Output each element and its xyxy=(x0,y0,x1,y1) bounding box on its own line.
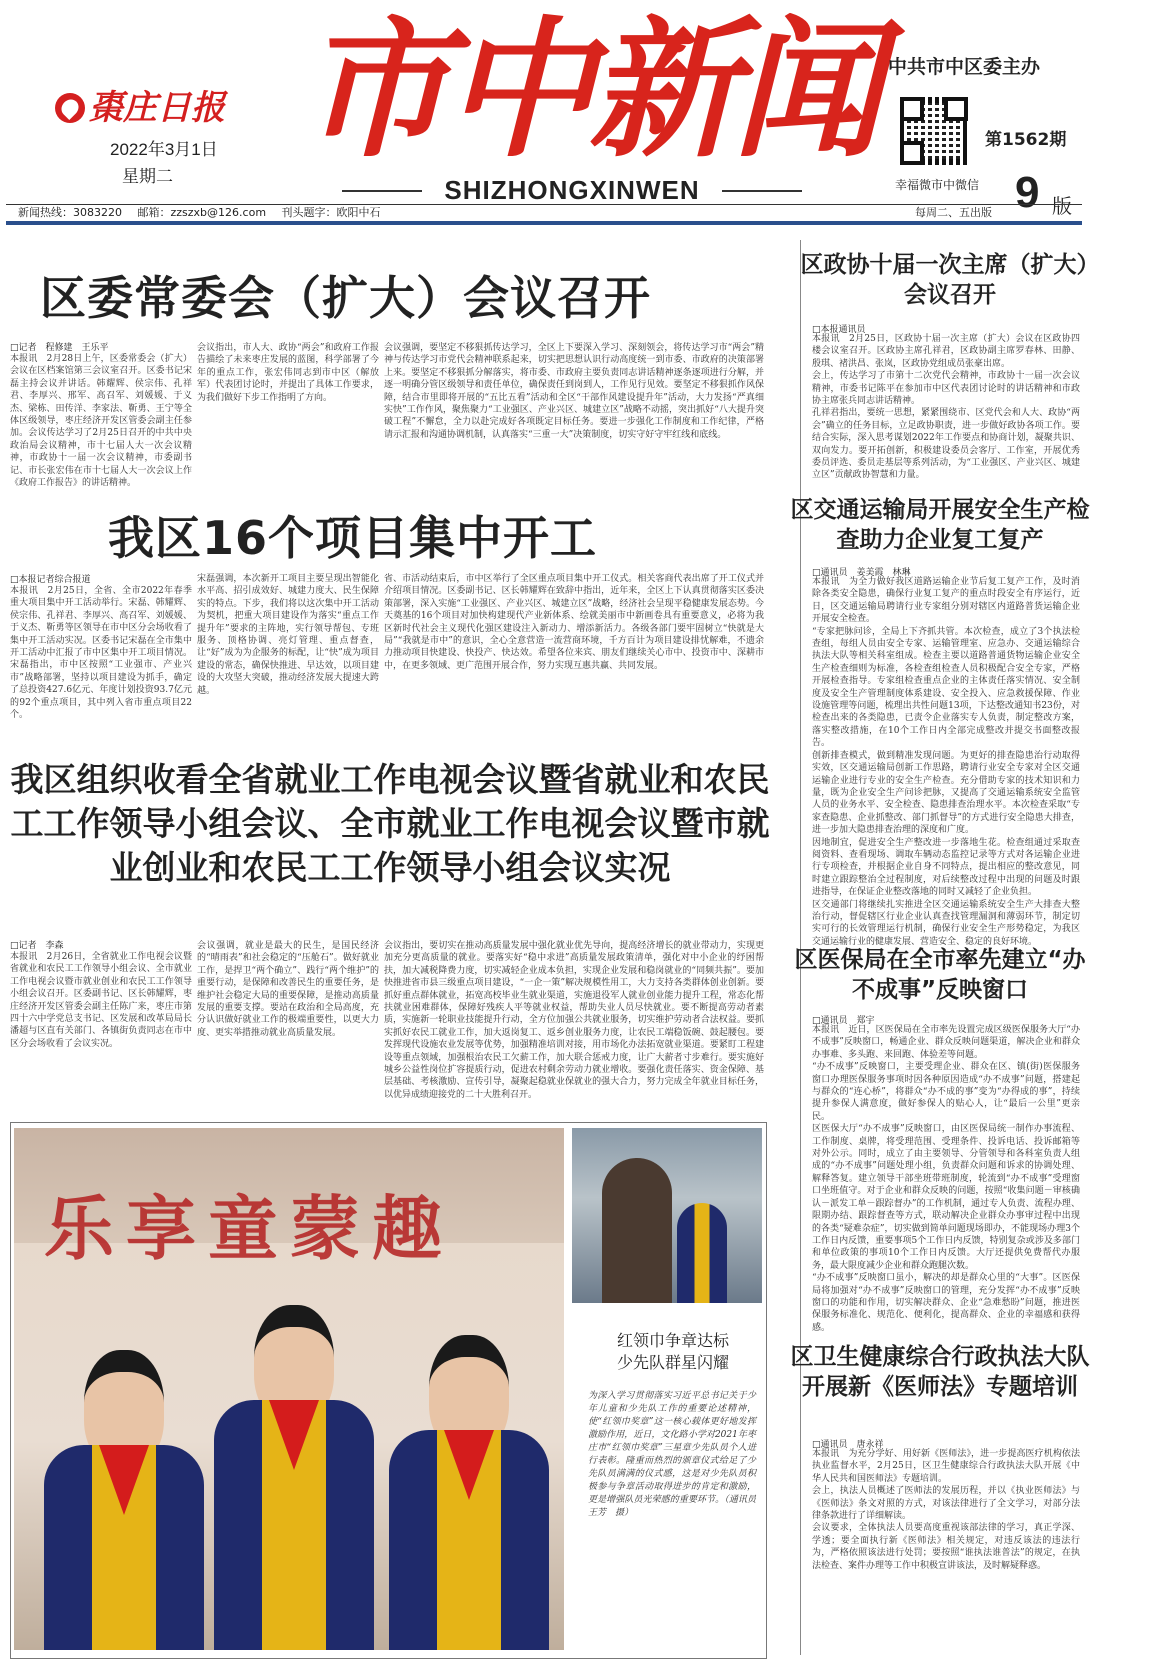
paragraph: “专家把脉问诊，全局上下齐抓共管。本次检查，成立了3个执法检查组，每组人员由安全专家、运输管理室、应急办、交通运输综合执法大队等相关科室组成。检查主要以道路普通货物运输企业安全生产检查细则为标准，各检查组检查人员积极配合安全专家，严格开展检查指导。专家组检查重点企业的主体责任落实情况、安全制度及安全生产管理制度体系建设、安全投入、应急救援保障、作业设施管理等问题，梳理出共性问题13项，下达整改通知书23份，对检查出来的各类隐患，已责令企业落实专人负责，制定整改方案，落实整改措施，在10个工作日内全部完成整改并提交书面整改报告。 xyxy=(812,626,1080,749)
edition-label: 版 xyxy=(1052,194,1072,218)
newspaper-logo xyxy=(55,80,225,129)
byline: □记者 程修建 王乐平 xyxy=(10,343,109,353)
photo-student xyxy=(389,1335,549,1650)
masthead-title: 市中新闻 xyxy=(300,2,877,178)
headline-transport-safety: 区交通运输局开展安全生产检查助力企业复工复产 xyxy=(790,497,1090,553)
headline-employment-meeting: 我区组织收看全省就业工作电视会议暨省就业和农民工工作领导小组会议、全市就业工作电视会议暨市就业创业和农民工工作领导小组会议实况 xyxy=(10,760,770,887)
article-body: 本报讯 2月25日，全省、全市2022年春季重大项目集中开工活动举行。宋磊、韩耀辉、侯宗伟、孔祥君、李厚兴、高召军、刘媛媛、于义杰、靳勇等区领导在市中区分会场收看了集中开工活动实况。区委书记宋磊在全市集中开工活动中汇报了市中区集中开工项目情况。宋磊指出，市中区按照“工业强市、产业兴市”战略部署，坚持以项目建设为抓手，确定了总投资427.6亿元、年度计划投资93.7亿元的92个重点项目，其中列入省市重点项目22个。 xyxy=(10,586,192,721)
issue-date: 2022年3月1日 xyxy=(110,140,218,159)
photo-students-medals xyxy=(14,1128,564,1650)
article-body: 会议指出，要切实在推动高质量发展中强化就业优先导向，提高经济增长的就业带动力，实现更加充分更高质量的就业。要落实好“稳中求进”高质量发展政策清单，强化对中小企业的纾困帮扶，加大减税降费力度，切实减轻企业成本负担，实现企业发展和稳岗就业的“同频共振”。要加快推进省市县三级重点项目建设，“一企一策”解决规模性用工，大力支持各类群体创业创新。要抓好重点群体就业，拓宽高校毕业生就业渠道，实施退役军人就业创业能力提升工程，常态化帮扶就业困难群体，保障好残疾人平等就业权益，帮助失业人员尽快就业。要不断提高劳动者素质，实施新一轮职业技能提升行动，全方位加强公共就业服务，切实维护劳动者合法权益。要抓实抓好农民工就业工作，加大返岗复工、返乡创业服务力度，让农民工端稳饭碗、鼓起腰包。要发挥现代设施农业发展等优势，加强精准培训对接，用市场化办法拓宽就业渠道。要紧盯工程建设等重点领域，加强根治农民工欠薪工作，加大联合惩戒力度，让广大薪者寸步难行。要实施好城乡公益性岗位扩容提质行动，促进农村剩余劳动力就业增收。要强化责任落实、资金保障、基层基础、考核激励、宣传引导，凝聚起稳就业保就业的强大合力，努力完成全年就业目标任务，以优异成绩迎接党的二十大胜利召开。 xyxy=(384,941,764,1100)
schedule: 每周二、五出版 xyxy=(915,206,992,219)
paragraph: 会上，执法人员概述了医师法的发展历程，并以《执业医师法》与《医师法》条文对照的方式，对该法律进行了全文学习，对部分法律条款进行了详细解读。 xyxy=(812,1486,1080,1522)
paragraph: 会上，传达学习了市第十二次党代会精神，市政协十一届一次会议精神，市委书记陈平在参加市中区代表团讨论时的讲话精神和市政协主席张兵同志讲话精神。 xyxy=(812,371,1080,407)
paragraph: 本报讯 近日，区医保局在全市率先设置完成区级医保服务大厅“办不成事”反映窗口，畅通企业、群众反映问题渠道，解决企业和群众办事难、多头跑、来回跑、体验差等问题。 xyxy=(812,1025,1080,1060)
photo-student xyxy=(44,1350,204,1650)
headline-medical-insurance: 区医保局在全市率先建立“办不成事”反映窗口 xyxy=(794,947,1086,1003)
headline-project-launch: 我区16个项目集中开工 xyxy=(108,511,598,565)
article-body xyxy=(812,333,1080,481)
photo-caption-body xyxy=(588,1390,765,1520)
qr-code-icon[interactable] xyxy=(900,97,968,165)
paragraph: 本报讯 2月25日，区政协十届一次主席（扩大）会议在区政协四楼会议室召开。区政协主席孔祥君，区政协副主席罗春林、田静、殷琪、褚洪昌、张岚，区政协党组成员张豪出席。 xyxy=(812,334,1080,369)
masthead-pinyin: SHIZHONGXINWEN xyxy=(352,175,792,206)
sponsor-label: 中共市中区委主办 xyxy=(888,56,1041,78)
article-body: 宋磊强调，本次新开工项目主要呈现出智能化水平高、招引成效好、城建力度大、民生保障实的特点。下步，我们将以这次集中开工活动为契机，把重大项目建设作为落实“重点工作提升年”要求的主阵地，实行领导帮包、专班服务、顶格协调、亮灯管理、重点督查，让“好”成为为企服务的标配，让“快”成为项目建设的常态，确保快推进、早达效，以项目建设的大攻坚大突破，推动经济发展大提速大跨越。 xyxy=(197,574,379,696)
paragraph: 创新排查模式，做到精准发现问题。为更好的排查隐患治行动取得实效，区交通运输局创新工作思路，聘请行业安全专家对全区交通运输企业进行专业的安全生产检查。充分借助专家的技术知识和力量，既为企业安全生产问诊把脉，又提高了交通运输系统安全监管人员的业务水平、安全检查、隐患排查治理水平。本次检查采取“专家查隐患、企业抓整改、部门抓督导”的方式进行安全隐患大排查，进一步加大隐患排查治理的深度和广度。 xyxy=(812,750,1080,836)
paragraph: 区医保大厅“办不成事”反映窗口，由区医保局统一制作办事流程、工作制度、桌牌，将受理范围、受理条件、投诉电话、投诉邮箱等对外公示。同时，成立了由主要领导、分管领导和各科室负责人组成的“办不成事”问题处理小组，负责群众问题和诉求的协调处理、解释答复。建立领导干部坐班带班制度，轮流到“办不成事”受理窗口坐班值守。对于企业和群众反映的问题，按照“收集问题－审核确认－派发工单－跟踪督办”的工作机制，通过专人负责、流程办理、限期办结、跟踪督查等方式，联动解决企业群众办事审过程中出现的各类“疑难杂症”，切实做到简单问题现场即办，不能现场办理3个工作日内反馈，重要事项5个工作日内反馈，特别复杂或涉及多部门和单位政策的事项10个工作日内反馈。大厅还提供免费帮代办服务，最大限度减少企业和群众跑腿次数。 xyxy=(812,1124,1080,1271)
paragraph: 孔祥君指出，要统一思想，紧紧围绕市、区党代会和人大、政协“两会”确立的任务目标，立足政协职责，进一步做好政协各项工作。要结合实际，深入思考谋划2022年工作要点和协商计划，凝聚共识、双向发力。要开拓创新，积极建设委员会客厅、工作室，开展优秀委员评选、委员走基层等系列活动，为“工业强区、产业兴区、城建立区”贡献政协智慧和力量。 xyxy=(812,408,1080,481)
wechat-label: 幸福微市中微信 xyxy=(895,178,980,192)
byline: □通讯员 郑宇 xyxy=(812,1016,875,1026)
headline-cppcc-meeting: 区政协十届一次主席（扩大）会议召开 xyxy=(800,252,1100,308)
issue-weekday: 星期二 xyxy=(122,167,173,187)
byline: □通讯员 唐永祥 xyxy=(812,1440,884,1450)
issue-number: 第1562期 xyxy=(985,130,1067,150)
paragraph: “办不成事”反映窗口虽小，解决的却是群众心里的“大事”。区医保局将加强对“办不成事”反映窗口的管理，充分发挥“办不成事”反映窗口的功能和作用，切实解决群众、企业“急难愁盼”问题，推进医保服务标准化、规范化、便利化，提高群众、企业的幸福感和获得感。 xyxy=(812,1273,1080,1333)
paragraph: “办不成事”反映窗口，主要受理企业、群众在区、镇(街)医保服务窗口办理医保服务事项时因各种原因造成“办不成事”问题，搭建起与群众的“连心桥”，将群众“办不成的事”变为“办得成的事”，持续提升参保人满意度，做好参保人的贴心人，让“最后一公里”更亲民。 xyxy=(812,1062,1080,1122)
photo-teacher-pinning-badge xyxy=(572,1128,762,1303)
article-body: 本报讯 2月26日，全省就业工作电视会议暨省就业和农民工工作领导小组会议、全市就业工作电视会议暨市就业创业和农民工工作领导小组会议召开。区委副书记、区长韩耀辉，枣庄经济开发区管委会副主任陈广来，枣庄市第四十六中学党总支书记、区发展和改革局局长潘超与区直有关部门、各镇街负责同志在市中区分会场收看了会议实况。 xyxy=(10,952,192,1049)
article-body xyxy=(812,1448,1080,1656)
photo-caption-title: 红领巾争章达标 少先队群星闪耀 xyxy=(616,1331,729,1372)
byline: □本报通讯员 xyxy=(812,325,866,335)
article-body: 本报讯 2月28日上午，区委常委会（扩大）会议在区档案馆第三会议室召开。区委书记宋磊主持会议并讲话。韩耀辉、侯宗伟、孔祥君、李厚兴、邢军、高召军、刘媛媛、于义杰、梁栋、田传洋、李家法、靳勇、王宁等全体区级领导，枣庄经济开发区管委会副主任参加。会议传达学习了2月25日召开的中共中央政治局会议精神，市十七届人大一次会议精神，市政协十一届一次会议精神，市委副书记、市长张宏伟在市十七届人大一次会议上作《政府工作报告》的讲话精神。 xyxy=(10,354,192,489)
article-body: 省、市活动结束后，市中区举行了全区重点项目集中开工仪式。相关客商代表出席了开工仪式并介绍项目情况。区委副书记、区长韩耀辉在致辞中指出，近年来，全区上下认真贯彻落实区委决策部署，深入实施“工业强区、产业兴区、城建立区”战略，经济社会呈现平稳健康发展态势。今天奠基的16个项目对加快构建现代产业新体系、绘就美丽市中新画卷具有重要意义，必将为我区新时代社会主义现代化强区建设注入新动力、增添新活力。各级各部门要牢固树立“快就是大局”“我就是市中”的意识，全心全意营造一流营商环境，千方百计为项目建设排忧解难，不遗余力推动项目快建设、快投产、快达效。希望各位来宾、朋友们继续关心市中、投资市中、深耕市中，在更多领域、更广范围开展合作，努力实现互惠共赢、共同发展。 xyxy=(384,574,764,671)
edition-number: 9 xyxy=(1015,168,1040,217)
headline-standing-committee: 区委常委会（扩大）会议召开 xyxy=(40,271,651,325)
paragraph: 本报讯 为充分学好、用好新《医师法》，进一步提高医疗机构依法执业监督水平，2月25日，区卫生健康综合行政执法大队开展《中华人民共和国医师法》专题培训。 xyxy=(812,1449,1080,1484)
article-body xyxy=(812,1024,1080,1336)
email: 邮箱：zzszxb@126.com xyxy=(137,206,267,219)
byline: □记者 李森 xyxy=(10,941,64,951)
article-body: 会议强调，就业是最大的民生，是国民经济的“晴雨表”和社会稳定的“压舱石”。做好就业工作，是捍卫“两个确立”、践行“两个维护”的重要行动，是保障和改善民生的重要任务，是维护社会稳定大局的重要保障，是推动高质量发展的重要支撑。要站在政治和全局高度，充分认识做好就业工作的极端重要性，以更大力度、更实举措推动就业高质量发展。 xyxy=(197,941,379,1038)
photo-student xyxy=(214,1305,374,1650)
logo-icon xyxy=(55,93,85,123)
photo-credit: （通讯员 王芳 摄） xyxy=(588,1495,765,1518)
article-body: 会议强调，要坚定不移狠抓传达学习，全区上下要深入学习、深刻领会，将传达学习市“两会”精神与传达学习市党代会精神联系起来，切实把思想认识行动高度统一到市委、市政府的决策部署上来。要坚定不移狠抓分解落实，将市委、市政府主要负责同志讲话精神逐条逐项进行分解，并逐一明确分管区级领导和责任单位，确保责任到岗到人，工作见行见效。要坚定不移狠抓作风保障，结合市里即将开展的“五比五看”活动和全区“干部作风建设提升年”活动，大力发扬“严真细实快”工作作风，聚焦聚力“工业强区、产业兴区、城建立区”战略不动摇，突出抓好“八大提升突破工程”不懈怠，全力以赴完成好各项既定目标任务。要进一步强化工作制度和工作纪律，严格请示汇报和沟通协调机制，认真落实“三重一大”决策制度，切实守好守牢红线和底线。 xyxy=(384,343,764,440)
photo-caption-text: 为深入学习贯彻落实习近平总书记关于少年儿童和少先队工作的重要论述精神，使“红领巾奖章”这一核心载体更好地发挥激励作用，近日，文化路小学对2021年枣庄市“红领巾奖章”三星章少先队员个人进行表彰。隆重而热烈的颁章仪式给足了少先队员满满的仪式感，这是对少先队员积极参与争章活动取得进步的肯定和激励，更是增强队员光荣感的重要环节。 xyxy=(588,1391,756,1505)
logo-text: 棗庄日报 xyxy=(89,88,225,128)
paragraph: 因地制宜，促进安全生产整改进一步落地生花。检查组通过采取查阅资料、查看现场、调取车辆动态监控记录等方式对各运输企业进行专项检查，并根据企业自身不同特点，提出相应的整改意见，同时建立跟踪整治全过程制度，对后续整改过程中出现的问题及时跟进指导，在保证企业整改落地的同时又减轻了企业负担。 xyxy=(812,837,1080,898)
inscription: 刊头题字：欧阳中石 xyxy=(281,206,381,219)
info-bar xyxy=(6,204,1082,225)
headline-physician-law-training: 区卫生健康综合行政执法大队开展新《医师法》专题培训 xyxy=(790,1344,1090,1400)
article-body: 会议指出，市人大、政协“两会”和政府工作报告描绘了未来枣庄发展的蓝图，科学部署了今年的重点工作，张宏伟同志到市中区（解放军）代表团讨论时，并提出了具体工作要求，为我们做好下步工作指明了方向。 xyxy=(197,343,379,403)
paragraph: 本报讯 为全力做好我区道路运输企业节后复工复产工作，及时消除各类安全隐患，确保行业复工复产的重点时段安全有序运行，近日，区交通运输局聘请行业专家组分别对辖区内道路普货运输企业开展安全检查。 xyxy=(812,577,1080,625)
photo-wall-text: 乐享童蒙趣 xyxy=(44,1187,454,1270)
byline: □通讯员 姜美霞 林琳 xyxy=(812,568,911,578)
byline: □本报记者综合报道 xyxy=(10,575,91,585)
article-body xyxy=(812,576,1080,947)
paragraph: 会议要求，全体执法人员要高度重视该部法律的学习，真正学深、学透；要全面执行新《医师法》相关规定，对违反该法的违法行为，严格依照该法进行处罚；要按照“谁执法谁普法”的规定，在执法检查、案件办理等工作中积极宣讲该法，及时解疑释惑。 xyxy=(812,1523,1080,1571)
hotline: 新闻热线：3083220 xyxy=(18,206,122,219)
paragraph: 区交通部门将继续扎实推进全区交通运输系统安全生产大排查大整治行动，督促辖区行业企业认真查找管理漏洞和薄弱环节，制定切实可行的长效管理运行机制，确保行业安全生产形势稳定，为我区交通运输行业的健康发展、营造安全、稳定的良好环境。 xyxy=(812,899,1080,947)
